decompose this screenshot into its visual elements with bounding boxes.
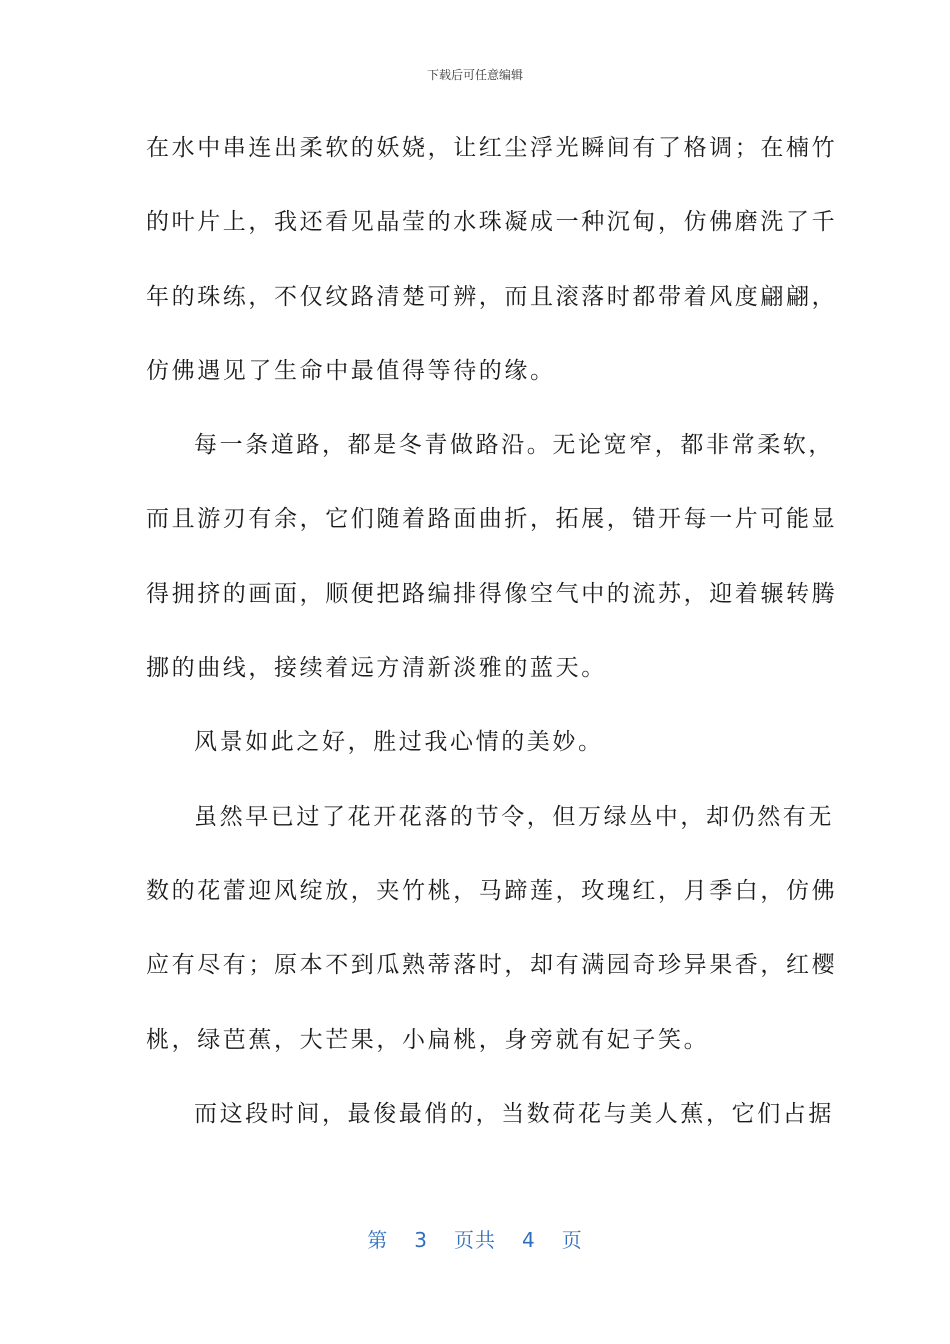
- text-line: 每一条道路，都是冬青做路沿。无论宽窄，都非常柔软，: [194, 432, 834, 459]
- text-line: 仿佛遇见了生命中最值得等待的缘。: [146, 357, 556, 384]
- text-line: 的叶片上，我还看见晶莹的水珠凝成一种沉甸，仿佛磨洗了千: [146, 209, 838, 236]
- footer-middle: 页共: [454, 1228, 496, 1252]
- footer-prefix: 第: [367, 1228, 389, 1252]
- page-footer: [0, 1224, 950, 1253]
- text-line: 而且游刃有余，它们随着路面曲折，拓展，错开每一片可能显: [146, 506, 838, 533]
- footer-suffix: 页: [561, 1228, 583, 1252]
- text-line: 桃，绿芭蕉，大芒果，小扁桃，身旁就有妃子笑。: [146, 1026, 710, 1053]
- page-header: 下载后可任意编辑: [426, 68, 523, 82]
- text-line: 得拥挤的画面，顺便把路编排得像空气中的流苏，迎着辗转腾: [146, 580, 838, 607]
- paragraph-2: [146, 408, 838, 705]
- text-line: 虽然早已过了花开花落的节令，但万绿丛中，却仍然有无: [194, 803, 834, 830]
- paragraph-1: [146, 111, 838, 408]
- paragraph-3: [146, 705, 792, 779]
- paragraph-5: [146, 1077, 834, 1151]
- text-line: 年的珠练，不仅纹路清楚可辨，而且滚落时都带着风度翩翩，: [146, 283, 838, 310]
- text-line: 而这段时间，最俊最俏的，当数荷花与美人蕉，它们占据: [194, 1100, 834, 1127]
- text-line: 在水中串连出柔软的妖娆，让红尘浮光瞬间有了格调；在楠竹: [146, 135, 838, 161]
- current-page-number: 3: [414, 1228, 428, 1252]
- text-line: 挪的曲线，接续着远方清新淡雅的蓝天。: [146, 655, 607, 682]
- text-line: 风景如此之好，胜过我心情的美妙。: [194, 729, 604, 756]
- total-pages-number: 4: [522, 1228, 536, 1252]
- paragraph-4: [146, 780, 838, 1077]
- text-line: 数的花蕾迎风绽放，夹竹桃，马蹄莲，玫瑰红，月季白，仿佛: [146, 877, 838, 904]
- document-body: [146, 111, 838, 1151]
- text-line: 应有尽有；原本不到瓜熟蒂落时，却有满园奇珍异果香，红樱: [146, 952, 838, 979]
